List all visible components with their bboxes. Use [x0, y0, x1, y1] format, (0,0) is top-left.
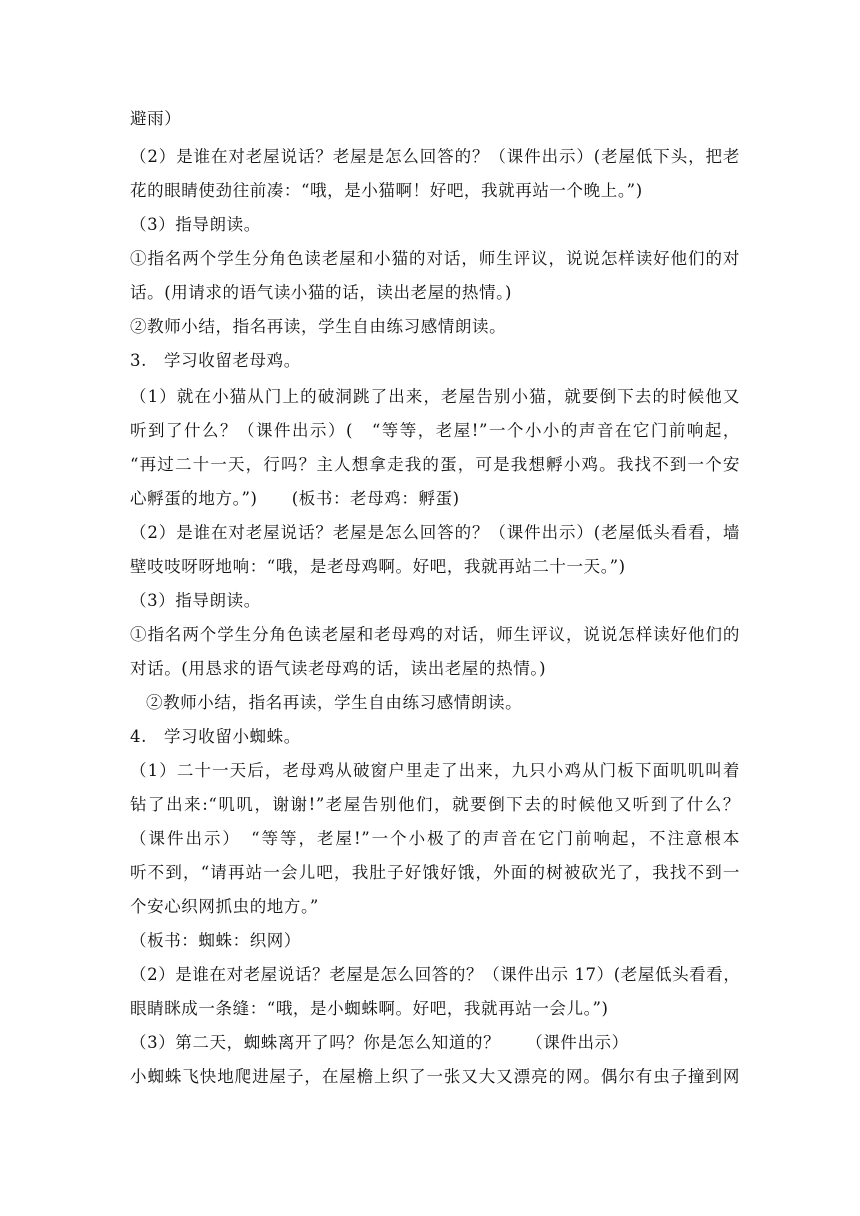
- text-line: （3）指导朗读。: [130, 215, 261, 234]
- text-line: ②教师小结，指名再读，学生自由练习感情朗读。: [146, 693, 523, 712]
- text-line: （1）二十一天后，老母鸡从破窗户里走了出来，九只小鸡从门板下面叽叽叫着: [130, 761, 740, 780]
- text-line: 听不到，“请再站一会儿吧，我肚子好饿好饿，外面的树被砍光了，我找不到一: [130, 863, 740, 882]
- text-line: （板书：蜘蛛：织网）: [130, 931, 301, 950]
- text-line: 避雨）: [130, 109, 182, 128]
- text-line: （2）是谁在对老屋说话？老屋是怎么回答的？（课件出示）(老屋低下头，把老: [130, 147, 740, 166]
- text-line: 个安心织网抓虫的地方。”: [130, 897, 319, 916]
- text-line: （3）指导朗读。: [130, 591, 261, 610]
- text-line: 听到了什么？（课件出示）( “等等，老屋!”一个小小的声音在它门前响起，: [130, 421, 740, 440]
- text-line: 眼睛眯成一条缝：“哦，是小蜘蛛啊。好吧，我就再站一会儿。”): [130, 999, 609, 1018]
- text-line: 花的眼睛使劲往前凑：“哦，是小猫啊！好吧，我就再站一个晚上。”): [130, 181, 643, 200]
- text-line: 心孵蛋的地方。”) (板书：老母鸡：孵蛋): [130, 489, 460, 508]
- text-line: （2）是谁在对老屋说话？老屋是怎么回答的？（课件出示）(老屋低头看看，墙: [130, 523, 740, 542]
- text-line: “再过二十一天，行吗？主人想拿走我的蛋，可是我想孵小鸡。我找不到一个安: [130, 455, 740, 474]
- text-line: （课件出示） “等等，老屋!”一个小极了的声音在它门前响起，不注意根本: [130, 829, 740, 848]
- text-line: 4. 学习收留小蜘蛛。: [130, 727, 301, 746]
- text-line: （1）就在小猫从门上的破洞跳了出来，老屋告别小猫，就要倒下去的时候他又: [130, 387, 740, 406]
- text-line: 钻了出来:“叽叽，谢谢!”老屋告别他们，就要倒下去的时候他又听到了什么？: [130, 795, 740, 814]
- text-line: （3）第二天，蜘蛛离开了吗？你是怎么知道的？ （课件出示）: [130, 1033, 629, 1052]
- text-line: 对话。(用恳求的语气读老母鸡的话，读出老屋的热情。): [130, 659, 547, 678]
- text-line: 3. 学习收留老母鸡。: [130, 351, 301, 370]
- text-line: （2）是谁在对老屋说话？老屋是怎么回答的？（课件出示 17）(老屋低头看看，: [130, 965, 741, 984]
- text-line: 话。(用请求的语气读小猫的话，读出老屋的热情。): [130, 283, 513, 302]
- text-line: ①指名两个学生分角色读老屋和老母鸡的对话，师生评议，说说怎样读好他们的: [130, 625, 740, 644]
- text-line: 小蜘蛛飞快地爬进屋子，在屋檐上织了一张又大又漂亮的网。偶尔有虫子撞到网: [130, 1067, 740, 1086]
- text-line: 壁吱吱呀呀地响：“哦，是老母鸡啊。好吧，我就再站二十一天。”): [130, 557, 626, 576]
- text-line: ①指名两个学生分角色读老屋和小猫的对话，师生评议，说说怎样读好他们的对: [130, 249, 740, 268]
- text-line: ②教师小结，指名再读，学生自由练习感情朗读。: [130, 317, 507, 336]
